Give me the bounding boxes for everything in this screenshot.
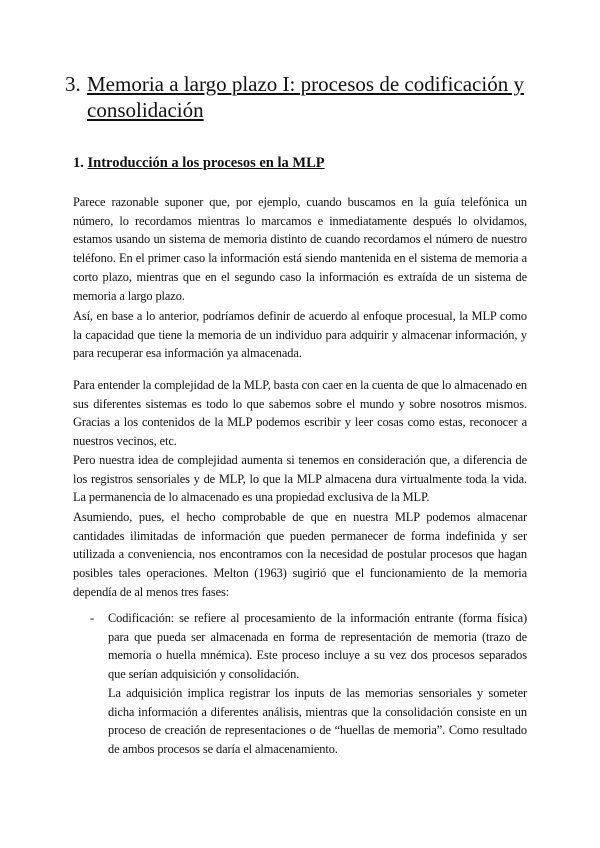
section-heading xyxy=(73,154,533,172)
section-title: Introducción a los procesos en la MLP xyxy=(87,155,325,171)
section-number: 1. xyxy=(73,155,84,171)
list-bullet: - xyxy=(90,611,95,625)
chapter-number: 3. xyxy=(65,72,81,96)
list-item xyxy=(73,609,527,759)
paragraph-2: Así, en base a lo anterior, podríamos definir de acuerdo al enfoque procesual, la MLP como la capacidad que tiene la memoria de un individuo para adquirir y almacenar información, y para recuperar esa información ya almacenada. xyxy=(73,309,527,361)
phases-list xyxy=(73,609,527,759)
paragraph-5: Asumiendo, pues, el hecho comprobable de que en nuestra MLP podemos almacenar cantidades ilimitadas de información que pueden permanecer de forma indefinida y ser utilizada a conveniencia, nos encontramos con la necesidad de postular procesos que hagan posibles tales operaciones. Melton (1963) sugirió que el funcionamiento de la memoria dependía de al menos tres fases: xyxy=(73,510,527,599)
paragraph-4: Pero nuestra idea de complejidad aumenta si tenemos en consideración que, a diferencia de los registros sensoriales y de MLP, lo que la MLP almacena dura virtualmente toda la vida. La permanencia de lo almacenado es una propiedad exclusiva de la MLP. xyxy=(73,453,527,505)
chapter-title: Memoria a largo plazo I: procesos de codificación y consolidación xyxy=(87,72,524,122)
list-item-text: Codificación: se refiere al procesamiento de la información entrante (forma física) para que pueda ser almacenada en forma de representación de memoria (trazo de memoria o huella mnémica). Este proceso incluye a su vez dos procesos separados que serían adquisición y consolidación. xyxy=(108,611,527,682)
list-item-continuation: La adquisición implica registrar los inputs de las memorias sensoriales y someter dicha información a diferentes análisis, mientras que la consolidación consiste en un proceso de creación de representaciones o de “huellas de memoria”. Como resultado de ambos procesos se daría el almacenamiento. xyxy=(108,685,527,756)
chapter-heading xyxy=(65,71,535,123)
paragraph-3: Para entender la complejidad de la MLP, basta con caer en la cuenta de que lo almacenado en sus diferentes sistemas es todo lo que sabemos sobre el mundo y sobre nosotros mismos. Gracias a los contenidos de la MLP podemos escribir y leer cosas como estas, reconocer a nuestros vecinos, etc. xyxy=(73,378,527,449)
paragraph-1: Parece razonable suponer que, por ejemplo, cuando buscamos en la guía telefónica un número, lo recordamos mientras lo marcamos e inmediatamente después lo olvidamos, estamos usando un sistema de memoria distinto de cuando recordamos el número de nuestro teléfono. En el primer caso la información está siendo mantenida en el sistema de memoria a corto plazo, mientras que en el segundo caso la información es extraída de un sistema de memoria a largo plazo. xyxy=(73,195,527,303)
